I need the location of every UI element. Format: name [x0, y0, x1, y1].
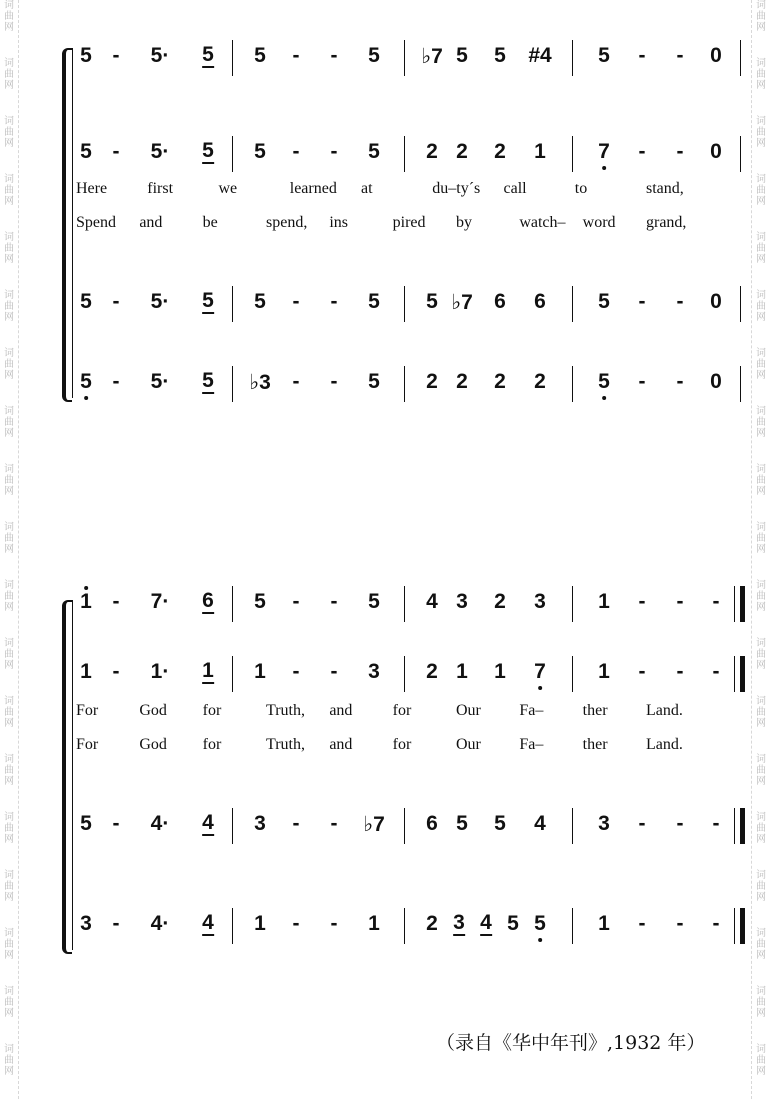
note: 2: [426, 912, 438, 935]
note: 5: [456, 812, 468, 835]
lyric-word: Land.: [646, 736, 683, 753]
final-barline: [740, 656, 745, 692]
lyric-word: God: [139, 702, 167, 719]
dash-extension: -: [676, 370, 684, 393]
watermark-glyphs: 词 曲 网: [756, 928, 766, 961]
note: 1: [598, 912, 610, 935]
note: 5: [80, 290, 92, 313]
note: 1: [494, 660, 506, 683]
barline: [404, 286, 405, 322]
dash-extension: -: [712, 912, 720, 935]
watermark-glyphs: 词 曲 网: [4, 928, 14, 961]
watermark-glyphs: 词 曲 网: [756, 580, 766, 613]
lyric-word: call: [503, 180, 527, 197]
note: 3: [368, 660, 380, 683]
barline: [572, 136, 573, 172]
note: 5: [202, 289, 214, 312]
lyric-word: du–ty´s: [432, 180, 481, 197]
dash-extension: -: [638, 912, 646, 935]
barline: [404, 586, 405, 622]
dash-extension: -: [638, 140, 646, 163]
watermark-glyphs: 词 曲 网: [756, 638, 766, 671]
note: 4: [426, 590, 438, 613]
note: 7: [598, 140, 610, 163]
note: 5·: [150, 370, 170, 393]
note: 3: [534, 590, 546, 613]
watermark-glyphs: 词 曲 网: [4, 290, 14, 323]
note: 3: [598, 812, 610, 835]
watermark-glyphs: 词 曲 网: [756, 116, 766, 149]
lyric-word: Land.: [646, 702, 683, 719]
watermark-glyphs: 词 曲 网: [756, 232, 766, 265]
dash-extension: -: [292, 370, 300, 393]
lyric-word: Spend: [76, 214, 116, 231]
lyric-line-2: [60, 214, 750, 236]
note: 1: [254, 660, 266, 683]
final-barline: [740, 908, 745, 944]
note: 2: [426, 370, 438, 393]
dash-extension: -: [330, 290, 338, 313]
note: 6: [426, 812, 438, 835]
note: 5: [254, 44, 266, 67]
watermark-glyphs: 词 曲 网: [4, 754, 14, 787]
lyric-word: and: [139, 214, 163, 231]
note: 3: [254, 812, 266, 835]
dash-extension: -: [330, 812, 338, 835]
watermark-glyphs: 词 曲 网: [4, 580, 14, 613]
note: 5: [254, 290, 266, 313]
watermark-glyphs: 词 曲 网: [756, 174, 766, 207]
note: 5: [534, 912, 546, 935]
dash-extension: -: [292, 290, 300, 313]
note: 5: [254, 140, 266, 163]
lyric-word: to: [574, 180, 588, 197]
note: 1: [534, 140, 546, 163]
dash-extension: -: [638, 44, 646, 67]
note: 1: [202, 659, 214, 682]
lyric-word: for: [202, 702, 222, 719]
dash-extension: -: [112, 290, 120, 313]
note: 2: [426, 660, 438, 683]
dash-extension: -: [676, 660, 684, 683]
barline: [404, 908, 405, 944]
lyric-word: first: [147, 180, 174, 197]
note: 2: [494, 370, 506, 393]
lyric-line-1: [60, 702, 750, 724]
watermark-glyphs: 词 曲 网: [4, 812, 14, 845]
note: 1: [254, 912, 266, 935]
lyric-word: Fa–: [519, 702, 544, 719]
watermark-glyphs: 词 曲 网: [4, 870, 14, 903]
note: 5: [494, 812, 506, 835]
note: 6: [202, 589, 214, 612]
note: 5: [598, 370, 610, 393]
lyric-word: word: [582, 214, 616, 231]
note: 5: [368, 370, 380, 393]
lyric-word: ins: [329, 214, 348, 231]
note: 2: [426, 140, 438, 163]
dash-extension: -: [292, 44, 300, 67]
lyric-word: For: [76, 736, 99, 753]
note: ♭7: [451, 291, 473, 314]
end-barline: [740, 286, 741, 322]
watermark-glyphs: 词 曲 网: [4, 174, 14, 207]
barline: [404, 366, 405, 402]
barline: [572, 586, 573, 622]
watermark-glyphs: 词 曲 网: [756, 812, 766, 845]
end-barline: [734, 808, 735, 844]
watermark-glyphs: 词 曲 网: [756, 290, 766, 323]
barline: [232, 286, 233, 322]
note: 5: [368, 140, 380, 163]
dash-extension: -: [292, 590, 300, 613]
lyric-line-1: [60, 180, 750, 202]
lyric-word: spend,: [266, 214, 308, 231]
barline: [232, 808, 233, 844]
lyric-word: at: [361, 180, 373, 197]
watermark-glyphs: 词 曲 网: [756, 0, 766, 33]
note: 2: [456, 140, 468, 163]
lyric-word: learned: [289, 180, 337, 197]
note: 4·: [150, 812, 170, 835]
note: ♭7: [421, 45, 443, 68]
dash-extension: -: [292, 140, 300, 163]
dash-extension: -: [676, 140, 684, 163]
dash-extension: -: [112, 912, 120, 935]
system-bracket-line: [72, 600, 73, 950]
watermark-glyphs: 词 曲 网: [4, 986, 14, 1019]
watermark-glyphs: 词 曲 网: [756, 696, 766, 729]
watermark-glyphs: 词 曲 网: [4, 58, 14, 91]
watermark-glyphs: 词 曲 网: [4, 464, 14, 497]
dash-extension: -: [330, 140, 338, 163]
note: 0: [710, 140, 722, 163]
dash-extension: -: [112, 140, 120, 163]
lyric-word: ther: [582, 736, 608, 753]
watermark-glyphs: 词 曲 网: [4, 116, 14, 149]
note: 3: [80, 912, 92, 935]
note: 5: [80, 44, 92, 67]
note: 5: [202, 369, 214, 392]
barline: [404, 40, 405, 76]
lyric-word: for: [392, 736, 412, 753]
note: #4: [528, 44, 552, 67]
watermark-glyphs: 词 曲 网: [4, 348, 14, 381]
note: 5: [456, 44, 468, 67]
barline: [572, 286, 573, 322]
watermark-glyphs: 词 曲 网: [756, 348, 766, 381]
staff-soprano: [60, 40, 750, 76]
barline: [232, 586, 233, 622]
end-barline: [740, 366, 741, 402]
lyric-word: Truth,: [266, 736, 305, 753]
lyric-word: pired: [392, 214, 426, 231]
note: 5: [80, 370, 92, 393]
watermark-glyphs: 词 曲 网: [756, 986, 766, 1019]
lyric-word: ther: [582, 702, 608, 719]
end-barline: [740, 40, 741, 76]
barline: [232, 366, 233, 402]
end-barline: [734, 586, 735, 622]
note: 1: [368, 912, 380, 935]
note: ♭7: [363, 813, 385, 836]
lyric-word: watch–: [519, 214, 566, 231]
note: 4·: [150, 912, 170, 935]
note: 6: [494, 290, 506, 313]
note: 2: [456, 370, 468, 393]
staff-tenor: [60, 808, 750, 844]
dash-extension: -: [330, 590, 338, 613]
dash-extension: -: [330, 44, 338, 67]
lyric-word: God: [139, 736, 167, 753]
note: 5: [598, 290, 610, 313]
dash-extension: -: [676, 912, 684, 935]
dash-extension: -: [112, 812, 120, 835]
staff-alto: [60, 136, 750, 172]
staff-soprano: [60, 586, 750, 622]
barline: [232, 656, 233, 692]
barline: [404, 808, 405, 844]
dash-extension: -: [638, 290, 646, 313]
barline: [232, 908, 233, 944]
staff-bass: [60, 908, 750, 944]
staff-alto: [60, 656, 750, 692]
note: 5: [598, 44, 610, 67]
barline: [572, 656, 573, 692]
note: 0: [710, 290, 722, 313]
barline: [572, 908, 573, 944]
lyric-word: Our: [456, 702, 481, 719]
lyric-word: Truth,: [266, 702, 305, 719]
dash-extension: -: [676, 590, 684, 613]
note: 5·: [150, 44, 170, 67]
watermark-glyphs: 词 曲 网: [4, 406, 14, 439]
watermark-glyphs: 词 曲 网: [756, 1044, 766, 1077]
dash-extension: -: [712, 812, 720, 835]
dash-extension: -: [712, 660, 720, 683]
dash-extension: -: [638, 370, 646, 393]
note: 4: [534, 812, 546, 835]
end-barline: [734, 908, 735, 944]
dash-extension: -: [638, 812, 646, 835]
lyric-word: we: [218, 180, 238, 197]
barline: [232, 136, 233, 172]
note: 4: [202, 811, 214, 834]
dash-extension: -: [112, 590, 120, 613]
lyric-word: for: [392, 702, 412, 719]
note: 5: [368, 44, 380, 67]
note: 2: [494, 140, 506, 163]
dash-extension: -: [638, 660, 646, 683]
lyric-word: be: [202, 214, 218, 231]
watermark-glyphs: 词 曲 网: [756, 522, 766, 555]
dash-extension: -: [292, 812, 300, 835]
watermark-glyphs: 词 曲 网: [756, 870, 766, 903]
dash-extension: -: [112, 370, 120, 393]
watermark-glyphs: 词 曲 网: [756, 754, 766, 787]
note: 5·: [150, 290, 170, 313]
note: 4: [202, 911, 214, 934]
watermark-glyphs: 词 曲 网: [756, 58, 766, 91]
watermark-glyphs: 词 曲 网: [4, 1044, 14, 1077]
note: 1: [598, 590, 610, 613]
note: 5: [254, 590, 266, 613]
end-barline: [734, 656, 735, 692]
lyric-word: and: [329, 736, 353, 753]
note: 2: [534, 370, 546, 393]
note: 1: [456, 660, 468, 683]
lyric-word: Our: [456, 736, 481, 753]
note: 7·: [150, 590, 170, 613]
final-barline: [740, 808, 745, 844]
lyric-word: for: [202, 736, 222, 753]
note: 5: [507, 912, 519, 935]
barline: [232, 40, 233, 76]
barline: [404, 656, 405, 692]
dash-extension: -: [112, 660, 120, 683]
note: 5: [202, 43, 214, 66]
lyric-line-2: [60, 736, 750, 758]
dash-extension: -: [676, 44, 684, 67]
watermark-glyphs: 词 曲 网: [4, 696, 14, 729]
system-brace: [62, 600, 72, 954]
note: 5: [202, 139, 214, 162]
watermark-glyphs: 词 曲 网: [4, 522, 14, 555]
staff-tenor: [60, 286, 750, 322]
lyric-word: For: [76, 702, 99, 719]
lyric-word: and: [329, 702, 353, 719]
dash-extension: -: [330, 370, 338, 393]
note: 0: [710, 44, 722, 67]
staff-bass: [60, 366, 750, 402]
lyric-word: grand,: [646, 214, 687, 231]
note: 1: [598, 660, 610, 683]
note: 3: [456, 590, 468, 613]
lyric-word: stand,: [646, 180, 684, 197]
dash-extension: -: [638, 590, 646, 613]
dash-extension: -: [676, 812, 684, 835]
watermark-glyphs: 词 曲 网: [4, 638, 14, 671]
dash-extension: -: [330, 912, 338, 935]
note: 6: [534, 290, 546, 313]
dash-extension: -: [292, 912, 300, 935]
lyric-word: Fa–: [519, 736, 544, 753]
note: 5: [426, 290, 438, 313]
barline: [572, 366, 573, 402]
lyric-word: Here: [76, 180, 108, 197]
dash-extension: -: [292, 660, 300, 683]
note: 5: [494, 44, 506, 67]
note: 5: [80, 140, 92, 163]
source-note: （录自《华中年刊》,1932 年）: [436, 1032, 706, 1054]
right-watermark-column: [751, 0, 770, 1099]
note: 7: [534, 660, 546, 683]
lyric-word: by: [456, 214, 472, 231]
end-barline: [740, 136, 741, 172]
final-barline: [740, 586, 745, 622]
note: 1·: [150, 660, 170, 683]
dash-extension: -: [676, 290, 684, 313]
note: ♭3: [249, 371, 271, 394]
barline: [572, 808, 573, 844]
watermark-glyphs: 词 曲 网: [756, 406, 766, 439]
watermark-glyphs: 词 曲 网: [4, 0, 14, 33]
watermark-glyphs: 词 曲 网: [4, 232, 14, 265]
note: 5: [368, 290, 380, 313]
note: 3: [453, 911, 465, 934]
note: 1: [80, 660, 92, 683]
barline: [404, 136, 405, 172]
note: 1: [80, 590, 92, 613]
note: 2: [494, 590, 506, 613]
note: 0: [710, 370, 722, 393]
watermark-glyphs: 词 曲 网: [756, 464, 766, 497]
note: 4: [480, 911, 492, 934]
barline: [572, 40, 573, 76]
note: 5: [80, 812, 92, 835]
dash-extension: -: [330, 660, 338, 683]
dash-extension: -: [712, 590, 720, 613]
note: 5·: [150, 140, 170, 163]
dash-extension: -: [112, 44, 120, 67]
left-watermark-column: [0, 0, 19, 1099]
note: 5: [368, 590, 380, 613]
